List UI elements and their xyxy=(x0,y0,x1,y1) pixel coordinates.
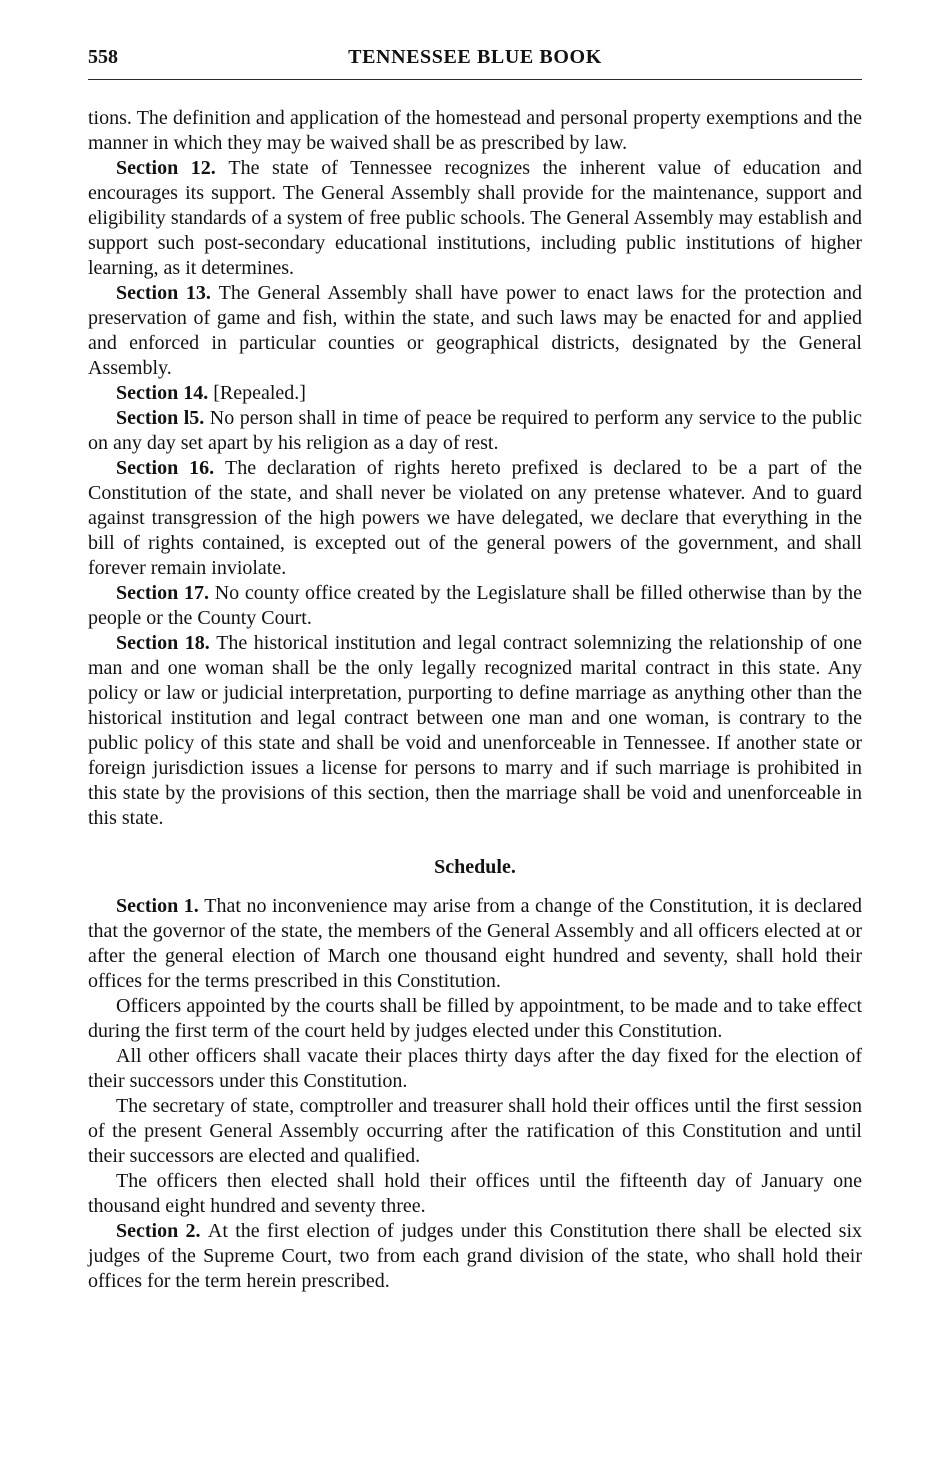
paragraph xyxy=(88,1219,862,1294)
paragraph-text: The declaration of rights hereto prefixed is declared to be a part of the Constitution of the state, and shall never be violated on any pretense whatever. And to guard against transgression of the high powers we have delegated, we declare that everything in the bill of rights contained, is excepted out of the general powers of the government, and shall forever remain inviolate. xyxy=(88,457,863,579)
paragraph xyxy=(88,406,862,456)
section-label: Section 1. xyxy=(116,895,205,917)
page-header-title: TENNESSEE BLUE BOOK xyxy=(348,46,602,68)
paragraph-text: At the first election of judges under this Constitution there shall be elected six judges of the Supreme Court, two from each grand division of the state, who shall hold their offices for the term herein prescribed. xyxy=(88,1220,863,1292)
section-label: Section 16. xyxy=(116,457,226,479)
paragraph xyxy=(88,156,862,281)
paragraph-text: No county office created by the Legislature shall be filled otherwise than by the people or the County Court. xyxy=(88,582,863,629)
paragraph xyxy=(88,281,862,381)
paragraph xyxy=(88,894,862,994)
section-label: Section 17. xyxy=(116,582,215,604)
paragraph xyxy=(88,456,862,581)
section-label: Section 13. xyxy=(116,282,219,304)
paragraph-text: That no inconvenience may arise from a change of the Constitution, it is declared that the governor of the state, the members of the General Assembly and all officers elected at or after the general election of March one thousand eight hundred and seventy, shall hold their offices for the terms prescribed in this Constitution. xyxy=(88,895,863,992)
paragraph-text: The General Assembly shall have power to enact laws for the protection and preservation of game and fish, within the state, and such laws may be enacted for and applied and enforced in particular counties or geographical districts, designated by the General Assembly. xyxy=(88,282,862,379)
paragraph xyxy=(88,106,862,156)
paragraph-text: No person shall in time of peace be required to perform any service to the public on any day set apart by his religion as a day of rest. xyxy=(88,407,863,454)
paragraph xyxy=(88,1044,862,1094)
header-rule xyxy=(88,79,862,80)
paragraph xyxy=(88,1169,862,1219)
paragraph xyxy=(88,994,862,1044)
page-number: 558 xyxy=(88,46,118,68)
paragraph-text: The secretary of state, comptroller and treasurer shall hold their offices until the first session of the present General Assembly occurring after the ratification of this Constitution and until their successors are elected and qualified. xyxy=(88,1095,862,1167)
paragraph xyxy=(88,381,862,406)
section-label: Section 14. xyxy=(116,382,214,404)
page-header xyxy=(88,46,862,72)
section-label: Section 18. xyxy=(116,632,217,654)
page-body xyxy=(88,106,862,1294)
paragraph-text: The state of Tennessee recognizes the inherent value of education and encourages its support. The General Assembly shall provide for the maintenance, support and eligibility standards of a system of free public schools. The General Assembly may establish and support such post-secondary educational institutions, including public institutions of higher learning, as it determines. xyxy=(88,157,863,279)
paragraph xyxy=(88,631,862,831)
paragraph-text: All other officers shall vacate their places thirty days after the day fixed for the election of their successors under this Constitution. xyxy=(88,1045,862,1092)
paragraph-text: Officers appointed by the courts shall be filled by appointment, to be made and to take effect during the first term of the court held by judges elected under this Constitution. xyxy=(88,995,862,1042)
paragraph xyxy=(88,581,862,631)
section-label: Section 2. xyxy=(116,1220,208,1242)
paragraph-text: tions. The definition and application of the homestead and personal property exemptions and the manner in which they may be waived shall be as prescribed by law. xyxy=(88,107,862,154)
section-label: Section l5. xyxy=(116,407,210,429)
paragraph-text: The historical institution and legal contract solemnizing the relationship of one man and one woman shall be the only legally recognized marital contract in this state. Any policy or law or judicial interpretation, purporting to define marriage as anything other than the historical institution and legal contract between one man and one woman, is contrary to the public policy of this state and shall be void and unenforceable in Tennessee. If another state or foreign jurisdiction issues a license for persons to marry and if such marriage is prohibited in this state by the provisions of this section, then the marriage shall be void and unenforceable in this state. xyxy=(88,632,863,829)
paragraph-text: The officers then elected shall hold their offices until the fifteenth day of January one thousand eight hundred and seventy three. xyxy=(88,1170,862,1217)
section-label: Section 12. xyxy=(116,157,229,179)
paragraph xyxy=(88,1094,862,1169)
paragraph-text: [Repealed.] xyxy=(213,382,306,404)
schedule-heading: Schedule. xyxy=(434,856,516,878)
